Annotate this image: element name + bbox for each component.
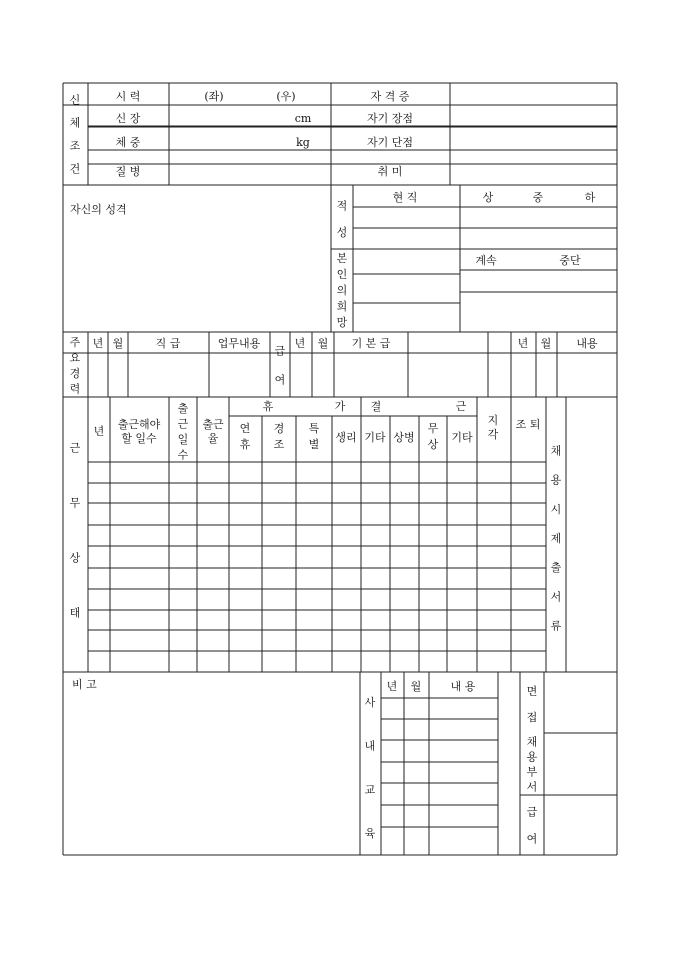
hiring-dept-label: 서 <box>526 780 538 794</box>
aptitude-side-label: 적 <box>336 199 348 213</box>
personality-label: 자신의 성격 <box>70 203 127 216</box>
extra-year: 년 <box>517 337 529 350</box>
attend-days-label: 출 <box>177 401 189 415</box>
attend-days-label: 일 <box>177 432 189 446</box>
leave-group-1: 휴 <box>262 400 274 413</box>
salary-side-label: 급 <box>274 344 286 358</box>
hope-side-label: 희 <box>336 300 348 313</box>
hope-side-label: 인 <box>336 268 348 281</box>
unpaid-1: 무 <box>427 422 439 435</box>
special-leave-1: 특 <box>308 422 320 435</box>
hiring-dept-label: 채 <box>526 735 538 749</box>
hiring-docs-label: 채 <box>550 444 562 458</box>
height-unit: cm <box>294 112 312 125</box>
salary-base: 기 본 급 <box>351 337 391 350</box>
weight-label: 체 중 <box>115 136 141 149</box>
physical-side-label: 신 <box>69 93 81 107</box>
training-side-label: 내 <box>364 739 376 753</box>
hiring-docs-label: 출 <box>550 561 562 575</box>
absence-group-2: 근 <box>455 400 467 413</box>
level-high: 상 <box>482 191 494 204</box>
strengths-label: 자기 장점 <box>366 112 414 125</box>
training-side-label: 교 <box>364 783 376 797</box>
career-month: 월 <box>112 337 124 350</box>
leave-other: 기타 <box>364 431 386 444</box>
side-salary-label: 급 <box>526 805 538 819</box>
career-year: 년 <box>92 337 104 350</box>
vision-right-label: (우) <box>276 90 296 103</box>
hiring-docs-label: 서 <box>550 590 562 604</box>
attend-days-label: 근 <box>177 417 189 431</box>
interview-label: 접 <box>526 711 538 724</box>
level-low: 하 <box>584 191 596 204</box>
attend-rate-label-1: 출근 <box>202 418 224 431</box>
salary-side-label: 여 <box>274 373 286 387</box>
attendance-side-label: 상 <box>69 551 81 565</box>
vision-label: 시 력 <box>115 90 141 103</box>
career-rank: 직 급 <box>155 337 181 350</box>
physical-side-label: 건 <box>69 162 81 176</box>
absence-other: 기타 <box>451 431 473 444</box>
salary-year: 년 <box>294 337 306 350</box>
continue-label: 계속 <box>475 254 497 267</box>
career-side-label: 주 <box>69 335 81 349</box>
form-labels <box>70 89 598 846</box>
career-side-label: 요 <box>69 351 81 365</box>
hiring-docs-label: 용 <box>550 473 562 487</box>
special-leave-2: 별 <box>308 438 320 451</box>
family-event-2: 조 <box>273 438 285 451</box>
attendance-side-label: 근 <box>69 441 81 455</box>
family-event-1: 경 <box>273 422 285 435</box>
height-label: 신 장 <box>115 112 141 125</box>
certificate-label: 자 격 증 <box>370 90 410 103</box>
stop-label: 중단 <box>559 254 581 267</box>
disease-label: 질 병 <box>115 165 141 178</box>
training-side-label: 육 <box>364 827 376 841</box>
weight-unit: kg <box>296 136 310 149</box>
hope-side-label: 본 <box>336 252 348 265</box>
attend-rate-label-2: 율 <box>207 432 219 445</box>
late-1: 지 <box>487 414 499 427</box>
vision-left-label: (좌) <box>204 90 224 103</box>
training-month: 월 <box>410 680 422 693</box>
attendance-year: 년 <box>93 425 105 438</box>
hiring-dept-label: 용 <box>526 750 538 764</box>
side-salary-label: 여 <box>526 832 538 846</box>
early-leave: 조 퇴 <box>515 418 541 431</box>
career-side-label: 력 <box>69 382 81 396</box>
attendance-side-label: 태 <box>69 606 81 620</box>
hiring-docs-label: 제 <box>550 532 562 545</box>
physical-side-label: 조 <box>69 139 81 153</box>
attendance-side-label: 무 <box>69 496 81 510</box>
leave-group-2: 가 <box>334 400 346 413</box>
career-duty: 업무내용 <box>217 337 261 350</box>
annual-leave-2: 휴 <box>239 438 251 451</box>
hope-side-label: 의 <box>336 284 348 297</box>
workdays-label-1: 출근해야 <box>117 418 161 431</box>
weaknesses-label: 자기 단점 <box>366 136 414 149</box>
hiring-dept-label: 부 <box>526 765 538 779</box>
aptitude-side-label: 성 <box>336 225 348 239</box>
salary-month: 월 <box>317 337 329 350</box>
sick-absence: 상병 <box>393 431 415 444</box>
extra-content: 내용 <box>576 337 598 350</box>
career-side-label: 경 <box>69 366 81 380</box>
level-mid: 중 <box>532 191 544 204</box>
hope-side-label: 망 <box>336 316 348 329</box>
hiring-docs-label: 시 <box>550 502 562 516</box>
training-year: 년 <box>386 680 398 693</box>
workdays-label-2: 할 일수 <box>121 432 157 445</box>
hiring-docs-label: 류 <box>550 619 562 633</box>
interview-label: 면 <box>526 685 538 698</box>
physical-side-label: 체 <box>69 116 81 130</box>
training-content: 내 용 <box>450 680 476 693</box>
annual-leave-1: 연 <box>239 422 251 435</box>
absence-group-1: 결 <box>370 400 382 413</box>
hobby-label: 취 미 <box>377 165 403 178</box>
extra-month: 월 <box>540 337 552 350</box>
attend-days-label: 수 <box>177 448 189 462</box>
training-side-label: 사 <box>364 695 376 709</box>
menstrual-leave: 생리 <box>335 431 357 444</box>
remarks-label: 비 고 <box>72 678 97 691</box>
current-job-label: 현 직 <box>392 191 418 204</box>
unpaid-2: 상 <box>427 438 439 451</box>
late-2: 각 <box>487 428 499 441</box>
